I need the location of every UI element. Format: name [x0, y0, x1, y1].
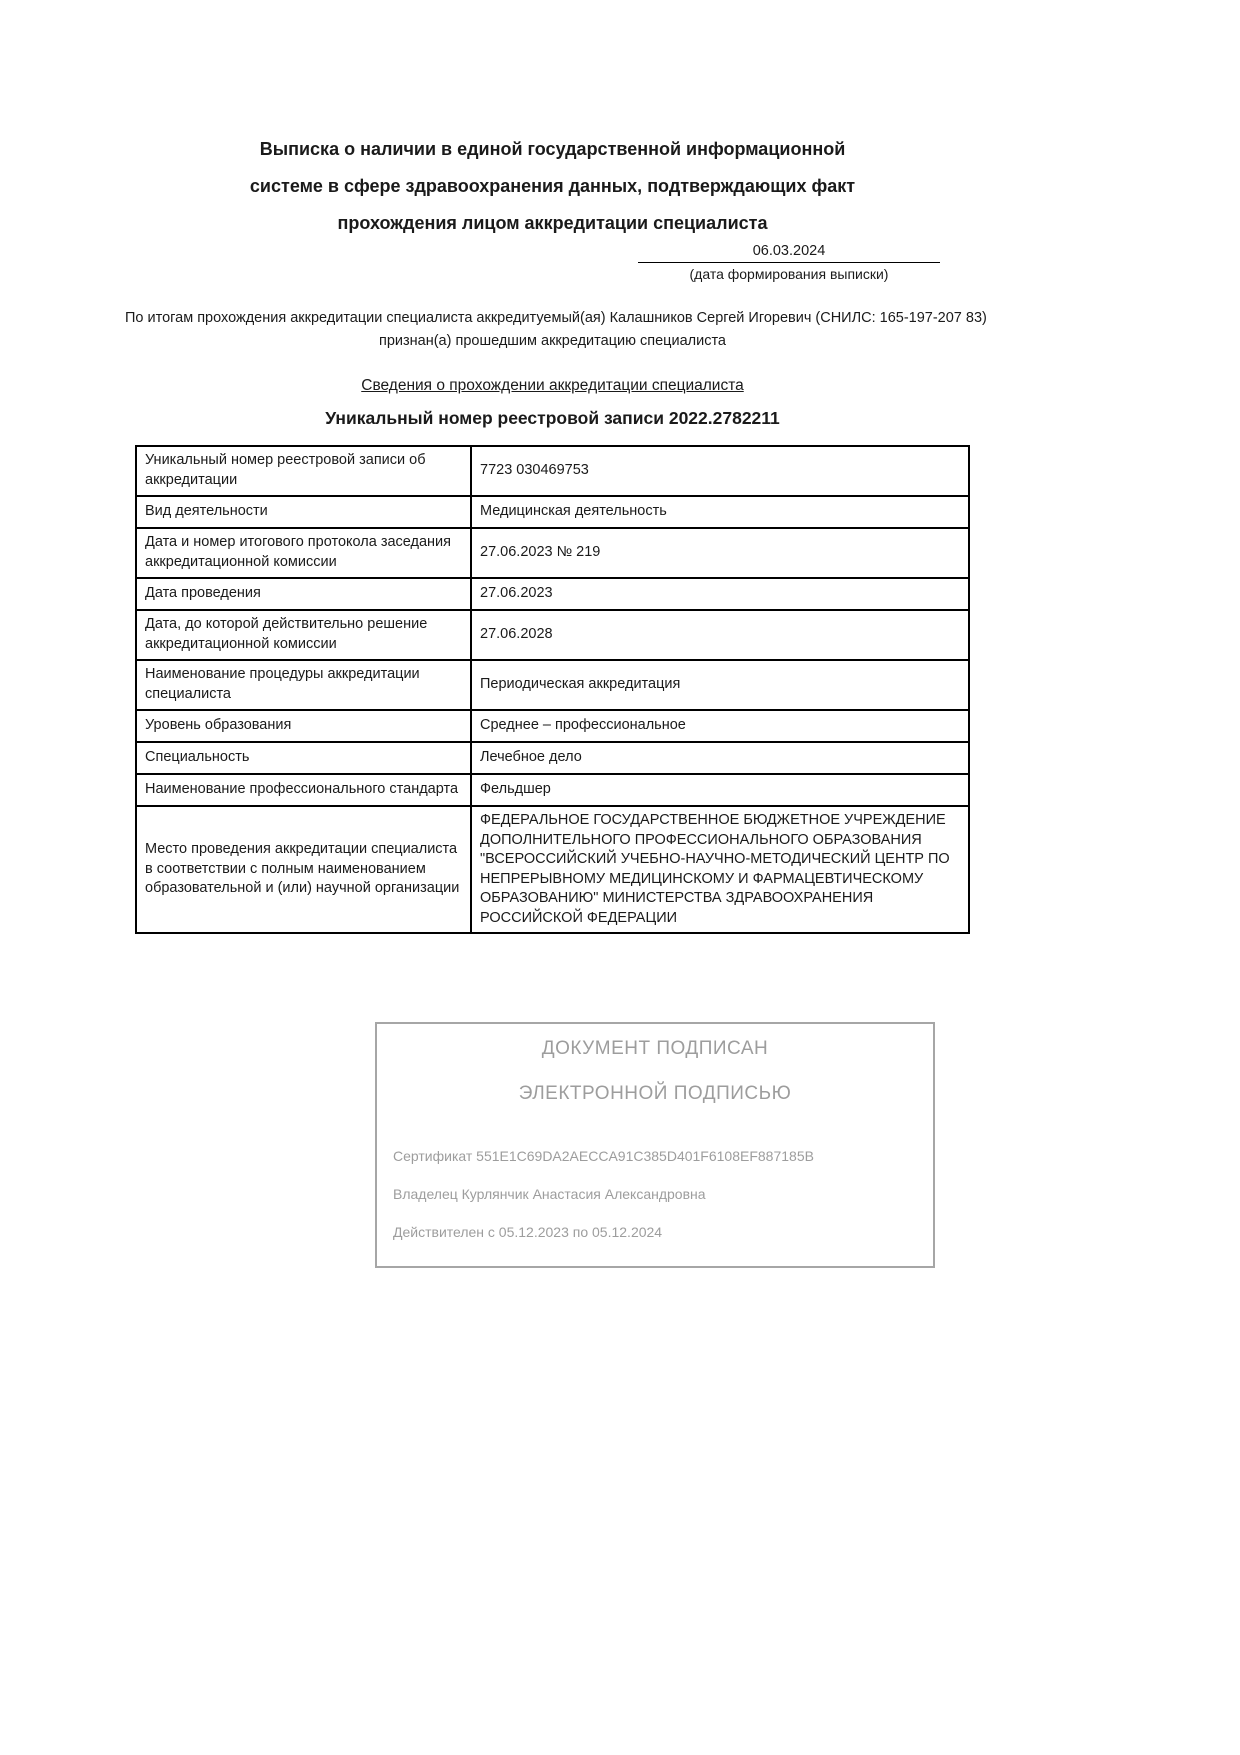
row-label: Дата, до которой действительно решение аккредитационной комиссии: [137, 611, 472, 659]
row-label: Дата проведения: [137, 579, 472, 609]
row-label: Место проведения аккредитации специалиста в соответствии с полным наименованием образовательной и (или) научной организации: [137, 807, 472, 932]
row-value: Среднее – профессиональное: [480, 717, 686, 734]
row-label: Уникальный номер реестровой записи об аккредитации: [137, 447, 472, 495]
section-heading: Сведения о прохождении аккредитации специалиста: [361, 377, 744, 394]
formation-date-caption: (дата формирования выписки): [689, 266, 889, 282]
table-row: [137, 495, 968, 527]
table-row: [137, 773, 968, 805]
table-row: [137, 609, 968, 659]
row-value: Медицинская деятельность: [480, 503, 667, 520]
intro-line: признан(а) прошедшим аккредитацию специалиста: [378, 333, 726, 349]
table-row: [137, 741, 968, 773]
formation-date-block: [638, 243, 940, 282]
signature-title-line: ЭЛЕКТРОННОЙ ПОДПИСЬЮ: [518, 1083, 792, 1104]
formation-date-value: 06.03.2024: [638, 243, 940, 263]
validity-line: Действителен с 05.12.2023 по 05.12.2024: [393, 1224, 663, 1240]
row-value: Фельдшер: [480, 781, 551, 798]
row-label: Специальность: [137, 743, 472, 773]
intro-paragraph: [125, 307, 987, 353]
document-title-line: прохождения лицом аккредитации специалиста: [337, 213, 768, 233]
row-label: Наименование процедуры аккредитации специалиста: [137, 661, 472, 709]
table-row: [137, 805, 968, 932]
owner-line: Владелец Курлянчик Анастасия Александровна: [393, 1186, 706, 1202]
table-row: [137, 577, 968, 609]
document-title-line: системе в сфере здравоохранения данных, подтверждающих факт: [249, 176, 856, 196]
accreditation-table: [135, 445, 970, 934]
document-title: [135, 131, 970, 242]
certificate-line: Сертификат 551E1C69DA2AECCA91C385D401F6108EF887185B: [393, 1148, 814, 1164]
intro-line: По итогам прохождения аккредитации специалиста аккредитуемый(ая) Калашников Сергей Игоревич (СНИЛС: 165-197-207 83): [125, 310, 987, 326]
signature-title-line: ДОКУМЕНТ ПОДПИСАН: [541, 1038, 769, 1059]
electronic-signature-box: [375, 1022, 935, 1268]
row-value: ФЕДЕРАЛЬНОЕ ГОСУДАРСТВЕННОЕ БЮДЖЕТНОЕ УЧРЕЖДЕНИЕ ДОПОЛНИТЕЛЬНОГО ПРОФЕССИОНАЛЬНОГО ОБРАЗОВАНИЯ "ВСЕРОССИЙСКИЙ УЧЕБНО-НАУЧНО-МЕТОДИЧЕСКИЙ ЦЕНТР ПО НЕПРЕРЫВНОМУ МЕДИЦИНСКОМУ И ФАРМАЦЕВТИЧЕСКОМУ ОБРАЗОВАНИЮ" МИНИСТЕРСТВА ЗДРАВООХРАНЕНИЯ РОССИЙСКОЙ ФЕДЕРАЦИИ: [480, 812, 950, 926]
row-label: Дата и номер итогового протокола заседания аккредитационной комиссии: [137, 529, 472, 577]
row-value: 27.06.2023 № 219: [480, 544, 601, 561]
row-value: 27.06.2028: [480, 626, 553, 643]
row-value: 7723 030469753: [480, 462, 589, 479]
row-label: Уровень образования: [137, 711, 472, 741]
table-row: [137, 709, 968, 741]
row-value: 27.06.2023: [480, 585, 553, 602]
table-row: [137, 447, 968, 495]
registry-number-heading: Уникальный номер реестровой записи 2022.2782211: [325, 408, 780, 428]
row-value: Периодическая аккредитация: [480, 676, 681, 693]
row-value: Лечебное дело: [480, 749, 582, 766]
row-label: Вид деятельности: [137, 497, 472, 527]
row-label: Наименование профессионального стандарта: [137, 775, 472, 805]
table-row: [137, 527, 968, 577]
table-row: [137, 659, 968, 709]
document-title-line: Выписка о наличии в единой государственной информационной: [259, 139, 846, 159]
